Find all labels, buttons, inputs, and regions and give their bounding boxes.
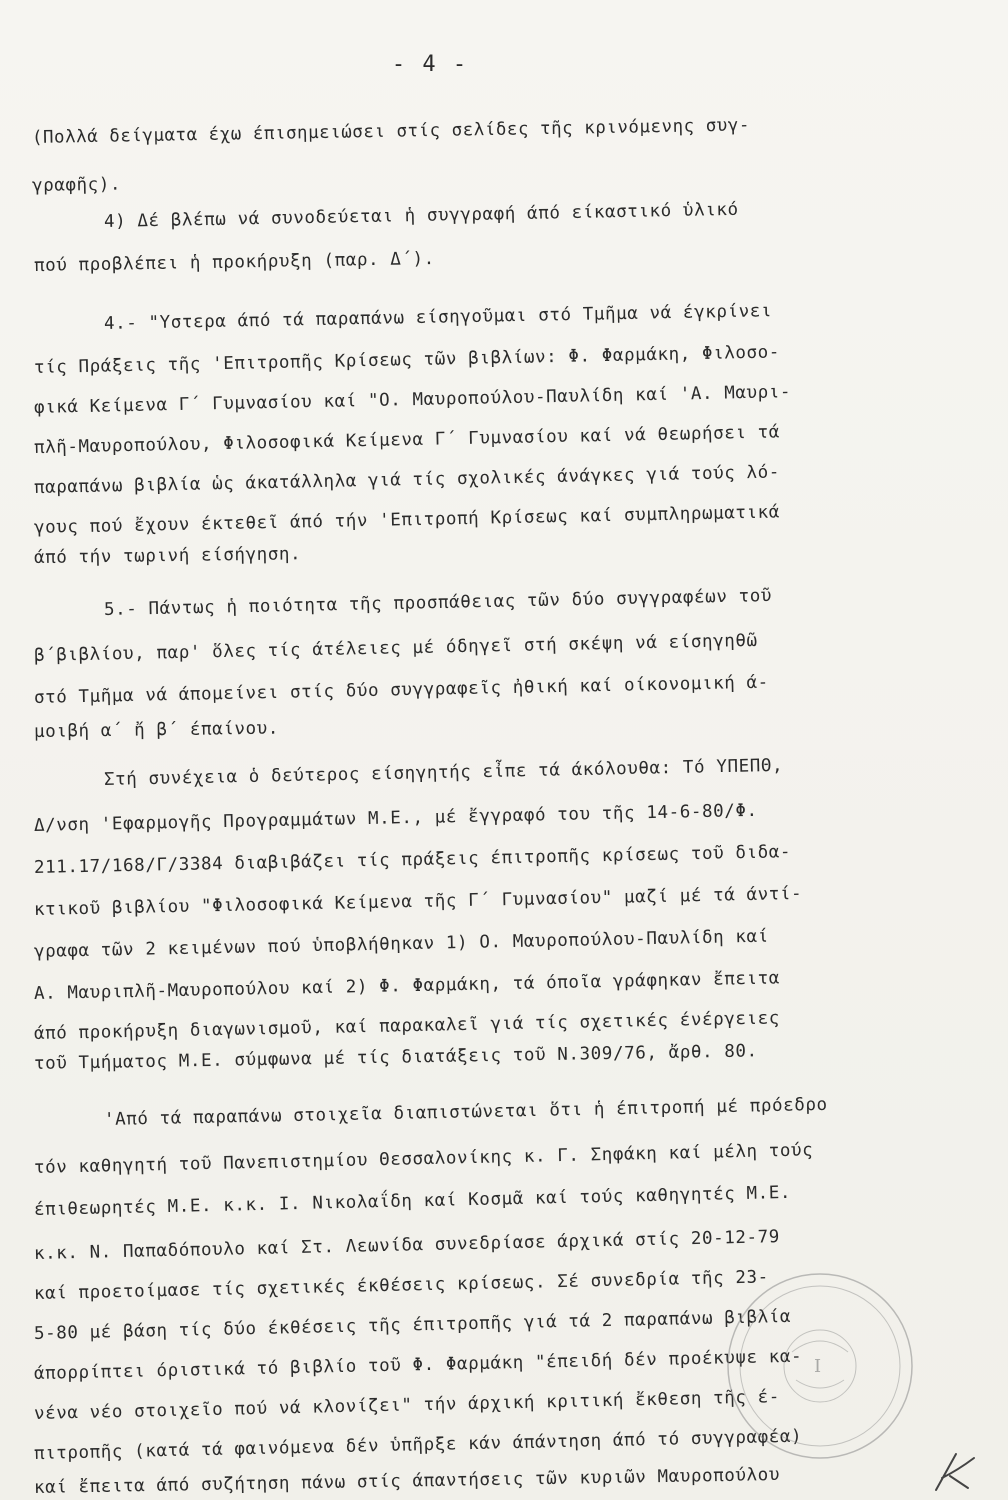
text-line: νένα νέο στοιχεῖο πού νά κλονίζει" τήν άρχική κριτική ἔκθεση τῆς έ- [33,1387,781,1424]
text-line: γραφῆς). [31,174,122,196]
text-line: β΄βιβλίου, παρ' ὅλες τίς άτέλειες μέ όδηγεῖ στή σκέψη νά είσηγηθῶ [33,630,758,666]
text-line: πού προβλέπει ἡ προκήρυξη (παρ. Δ΄). [33,249,436,276]
text-line: 5.- Πάντως ἡ ποιότητα τῆς προσπάθειας τῶν δύο συγγραφέων τοῦ [103,586,773,620]
text-line: τίς Πράξεις τῆς 'Επιτροπῆς Κρίσεως τῶν βιβλίων: Φ. Φαρμάκη, Φιλοσο- [33,342,781,378]
text-line: μοιβή α΄ ἤ β΄ έπαίνου. [33,718,280,742]
text-line: άπό προκήρυξη διαγωνισμοῦ, καί παρακαλεῖ γιά τίς σχετικές ένέργειες [33,1008,781,1044]
page-number: - 4 - [391,52,469,77]
text-line: Α. Μαυριπλῆ-Μαυροπούλου καί 2) Φ. Φαρμάκη, τά όποῖα γράφηκαν ἔπειτα [33,968,781,1004]
official-seal-stamp [722,1268,918,1464]
text-line: (Πολλά δείγματα έχω έπισημειώσει στίς σελίδες τῆς κρινόμενης συγ- [31,115,751,148]
text-line: Δ/νση 'Εφαρμογῆς Προγραμμάτων Μ.Ε., μέ ἔγγραφό του τῆς 14-6-80/Φ. [33,800,758,836]
text-line: στό Τμῆμα νά άπομείνει στίς δύο συγγραφεῖς ἠθική καί οίκονομική ά- [33,672,770,708]
text-line: 211.17/168/Γ/3384 διαβιβάζει τίς πράξεις έπιτροπῆς κρίσεως τοῦ διδα- [33,842,792,878]
text-line: γραφα τῶν 2 κειμένων πού ὑποβλήθηκαν 1) Ο. Μαυροπούλου-Παυλίδη καί [33,926,770,962]
text-line: 4) Δέ βλέπω νά συνοδεύεται ἡ συγγραφή άπό είκαστικό ὑλικό [103,199,739,232]
text-line: 4.- "Υστερα άπό τά παραπάνω είσηγοῦμαι στό Τμῆμα νά έγκρίνει [103,301,773,334]
text-line: παραπάνω βιβλία ὡς άκατάλληλα γιά τίς σχολικές άνάγκες γιά τούς λό- [33,462,781,498]
text-line: καί προετοίμασε τίς σχετικές έκθέσεις κρίσεως. Σέ συνεδρία τῆς 23- [33,1267,770,1304]
text-line: τόν καθηγητή τοῦ Πανεπιστημίου Θεσσαλονίκης κ. Γ. Σηφάκη καί μέλη τούς [33,1140,814,1178]
text-line: έπιθεωρητές Μ.Ε. κ.κ. Ι. Νικολαΐδη καί Κοσμᾶ καί τούς καθηγητές Μ.Ε. [33,1182,792,1220]
text-line: πιτροπῆς (κατά τά φαινόμενα δέν ὑπῆρξε κάν άπάντηση άπό τό συγγραφέα) [33,1426,803,1464]
text-line: κτικοῦ βιβλίου "Φιλοσοφικά Κείμενα τῆς Γ΄ Γυμνασίου" μαζί μέ τά άντί- [33,883,803,920]
text-line: Στή συνέχεια ὁ δεύτερος είσηγητής εἶπε τά άκόλουθα: Τό ΥΠΕΠΘ, [103,755,784,790]
stamp-letter: Ι [814,1356,822,1377]
text-line: γους πού ἔχουν έκτεθεῖ άπό τήν 'Επιτροπή Κρίσεως καί συμπληρωματικά [33,502,781,538]
text-line: 'Από τά παραπάνω στοιχεῖα διαπιστώνεται ὅτι ἡ έπιτροπή μέ πρόεδρο [103,1094,828,1130]
text-line: άπό τήν τωρινή είσήγηση. [33,544,302,568]
text-line: πλῆ-Μαυροπούλου, Φιλοσοφικά Κείμενα Γ΄ Γυμνασίου καί νά θεωρήσει τά [33,422,781,458]
text-line: τοῦ Τμήματος Μ.Ε. σύμφωνα μέ τίς διατάξεις τοῦ Ν.309/76, ἄρθ. 80. [33,1041,758,1074]
text-line: φικά Κείμενα Γ΄ Γυμνασίου καί "Ο. Μαυροπούλου-Παυλίδη καί 'Α. Μαυρι- [33,382,792,418]
text-line: κ.κ. Ν. Παπαδόπουλο καί Στ. Λεωνίδα συνεδρίασε άρχικά στίς 20-12-79 [33,1227,781,1264]
text-line: καί ἔπειτα άπό συζήτηση πάνω στίς άπαντήσεις τῶν κυριῶν Μαυροπούλου [33,1464,781,1498]
text-line: 5-80 μέ βάση τίς δύο έκθέσεις τῆς έπιτροπῆς γιά τά 2 παραπάνω βιβλία [33,1306,792,1344]
text-line: άπορρίπτει όριστικά τό βιβλίο τοῦ Φ. Φαρμάκη "έπειδή δέν προέκυψε κα- [33,1346,803,1384]
handwritten-initial [928,1448,988,1496]
